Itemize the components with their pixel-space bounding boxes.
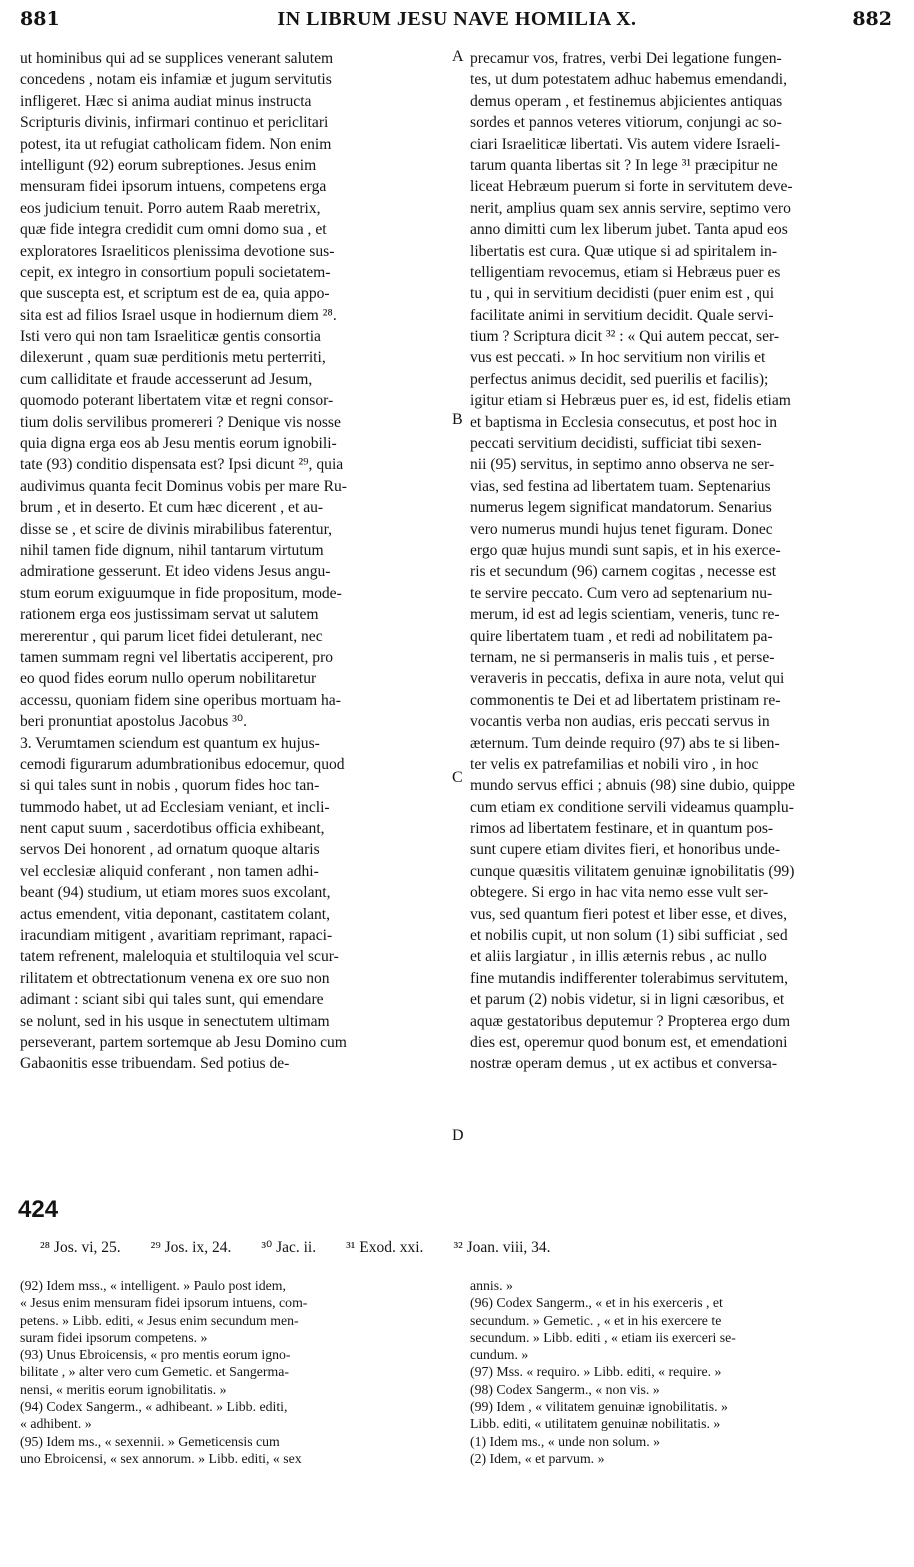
text-line: quire libertatem tuam , et redi ad nobilitatem pa- [470, 627, 773, 645]
footnote-line: petens. » Libb. editi, « Jesus enim secundum men- [20, 1312, 299, 1328]
text-line: nii (95) servitus, in septimo anno observa ne ser- [470, 456, 775, 474]
text-line: cum etiam ex conditione servili videamus quamplu- [470, 798, 794, 816]
text-line: accessu, quoniam fidem sine operibus mortuam ha- [20, 691, 341, 709]
text-line: demus operam , et festinemus abjicientes antiquas [470, 92, 783, 110]
text-line: tamen summam regni vel libertatis acciperent, pro [20, 648, 334, 666]
text-line: commonentis te Dei et ad libertatem pristinam re- [470, 691, 781, 709]
text-line: quomodo poterant libertatem vitæ et regni consor- [20, 392, 334, 410]
margin-marker-b: B [452, 411, 463, 428]
text-line: se nolunt, sed in his usque in senectutem ultimam [20, 1012, 330, 1030]
text-line: ciari Israeliticæ libertati. Vis autem videre Israeli- [470, 135, 781, 153]
text-line: facilitate animi in servitium decidit. Quale servi- [470, 306, 774, 324]
footnote-line: « adhibent. » [20, 1416, 92, 1432]
text-line: tarum quanta libertas sit ? In lege ³¹ præcipitur ne [470, 156, 778, 174]
text-line: vel ecclesiæ aliquid conferant , non tamen adhi- [20, 862, 319, 880]
footnote-line: (98) Codex Sangerm., « non vis. » [470, 1381, 660, 1397]
text-line: eo quod fides eorum nullo operum nobilitaretur [20, 670, 317, 688]
text-line: cepit, ex integro in consortium populi societatem- [20, 263, 331, 281]
footnote-line: (96) Codex Sangerm., « et in his exerceris , et [470, 1295, 723, 1311]
footnote-line: (2) Idem, « et parvum. » [470, 1450, 605, 1466]
text-line: merum, id est ad legis scientiam, veneris, tunc re- [470, 606, 780, 624]
text-line: cunque quæsitis vilitatem genuinæ ignobilitatis (99) [470, 862, 795, 880]
text-line: ter velis ex patrefamilias et nobili viro , in hoc [470, 755, 759, 773]
text-line: mensuram fidei ipsorum intuens, competens erga [20, 178, 327, 196]
text-line: ternam, ne si permanseris in malis tuis , et perse- [470, 648, 775, 666]
text-line: rimos ad libertatem festinare, et in quantum pos- [470, 820, 774, 838]
text-line: ris et secundum (96) carnem cogitas , necesse est [470, 563, 777, 581]
text-line: et baptisma in Ecclesia consecutus, et post hoc in [470, 413, 778, 431]
margin-page-number: 424 [18, 1196, 59, 1223]
text-line: cemodi figurarum adumbrationibus edocemur, quod [20, 755, 345, 773]
text-line: et nobilis cupit, ut non solum (1) sibi sufficiat , sed [470, 927, 788, 945]
text-line: disse se , et scire de divinis mirabilibus faterentur, [20, 520, 333, 538]
left-column [20, 48, 450, 1075]
footnote-line: nensi, « meritis eorum ignobilitatis. » [20, 1381, 227, 1397]
text-line: rationem erga eos justissimam servat ut salutem [20, 606, 319, 624]
footnote-line: (99) Idem , « vilitatem genuinæ ignobilitatis. » [470, 1399, 728, 1415]
text-line: obtegere. Si ergo in hac vita nemo esse vult ser- [470, 884, 769, 902]
text-line: aquæ gestatoribus deputemur ? Propterea ergo dum [470, 1012, 791, 1030]
text-line: nent caput suum , sacerdotibus officia exhibeant, [20, 820, 325, 838]
text-line: quia digna erga eos ab Jesu mentis eorum ignobili- [20, 435, 337, 453]
margin-marker-a: A [452, 48, 464, 65]
running-title: IN LIBRUM JESU NAVE HOMILIA X. [277, 8, 637, 30]
text-line: iracundiam mitigent , avaritiam reprimant, rapaci- [20, 927, 333, 945]
margin-marker-c: C [452, 769, 463, 786]
footnote-line: (95) Idem ms., « sexennii. » Gemeticensis cum [20, 1433, 280, 1449]
text-line: beri pronuntiat apostolus Jacobus ³⁰. [20, 713, 248, 731]
text-line: servos Dei honorent , ad ornatum quoque altaris [20, 841, 320, 859]
text-line: que suscepta est, et scriptum est de ea, quia appo- [20, 285, 330, 303]
footnote-line: (94) Codex Sangerm., « adhibeant. » Libb. editi, [20, 1399, 288, 1415]
page-number-left: 881 [20, 8, 60, 30]
text-line: telligentiam revocemus, etiam si Hebræus puer es [470, 263, 781, 281]
text-line: nerit, amplius quam sex annis servire, septimo vero [470, 199, 791, 217]
text-line: perseverant, partem sortemque ab Jesu Domino cum [20, 1033, 347, 1051]
text-line: te servire peccato. Cum vero ad septenarium nu- [470, 584, 773, 602]
right-column [470, 48, 894, 1075]
text-line: sita est ad filios Israel usque in hodiernum diem ²⁸. [20, 306, 337, 324]
footnote-line: suram fidei ipsorum competens. » [20, 1329, 208, 1345]
footnotes-left [20, 1277, 450, 1467]
text-line: liceat Hebræum puerum si forte in servitutem deve- [470, 178, 793, 196]
text-line: precamur vos, fratres, verbi Dei legatione fungen- [470, 50, 782, 67]
text-line: tium dolis servilibus promereri ? Denique vis nosse [20, 413, 341, 431]
footnote-line: bilitate , » alter vero cum Gemetic. et Sangerma- [20, 1364, 289, 1380]
text-line: mundo servus effici ; abnuis (98) sine dubio, quippe [470, 777, 795, 795]
text-line: æternum. Tum deinde requiro (97) abs te si liben- [470, 734, 780, 752]
text-line: admiratione gesserunt. Et ideo videns Jesus angu- [20, 563, 331, 581]
reference-item: ²⁹ Jos. ix, 24. [150, 1239, 232, 1256]
text-line: tu , qui in servitium decidisti (puer enim est , qui [470, 285, 775, 303]
footnote-line: « Jesus enim mensuram fidei ipsorum intuens, com- [20, 1295, 308, 1311]
text-line: tate (93) conditio dispensata est? Ipsi dicunt ²⁹, quia [20, 456, 344, 474]
text-line: si qui tales sunt in nobis , quorum fides hoc tan- [20, 777, 320, 795]
text-line: tatem refrenent, maleloquia et stultiloquia vel scur- [20, 948, 339, 966]
text-line: nihil tamen fide dignum, nihil tantarum virtutum [20, 541, 324, 559]
footnote-line: (1) Idem ms., « unde non solum. » [470, 1433, 661, 1449]
footnote-line: secundum. » Gemetic. , « et in his exercere te [470, 1312, 722, 1328]
text-line: exploratores Israeliticos plenissima devotione sus- [20, 242, 335, 260]
text-line: brum , et in deserto. Et cum hæc dicerent , et au- [20, 499, 324, 517]
text-line: stum eorum exiguumque in fide propositum, mode- [20, 584, 342, 602]
footnote-line: uno Ebroicensi, « sex annorum. » Libb. editi, « sex [20, 1450, 302, 1466]
reference-item: ²⁸ Jos. vi, 25. [40, 1239, 121, 1256]
reference-item: ³⁰ Jac. ii. [261, 1239, 317, 1256]
margin-marker-d: D [452, 1127, 464, 1144]
text-line: vero numerus mundi hujus tenet figuram. Donec [470, 520, 773, 538]
text-line: concedens , notam eis infamiæ et jugum servitutis [20, 71, 332, 89]
text-line: et aliis largiatur , in illis æternis rebus , ac nullo [470, 948, 767, 966]
text-line: vocantis verba non audias, eris peccati servus in [470, 713, 770, 731]
text-line: vus est peccati. » In hoc servitium non virilis et [470, 349, 766, 367]
text-line: igitur etiam si Hebræus puer es, id est, fidelis etiam [470, 392, 791, 410]
text-line: anno dimitti cum lex liberum jubet. Tanta apud eos [470, 221, 788, 239]
text-line: eos judicium tenuit. Porro autem Raab meretrix, [20, 199, 321, 217]
text-line: ut hominibus qui ad se supplices venerant salutem [20, 50, 334, 67]
text-line: 3. Verumtamen sciendum est quantum ex hujus- [20, 734, 320, 752]
text-line: rilitatem et obtrectationum venena ex ore suo non [20, 969, 330, 987]
text-line: fine mutandis indifferenter tolerabimus servitutem, [470, 969, 788, 987]
text-line: infligeret. Hæc si anima audiat minus instructa [20, 92, 312, 110]
text-line: mererentur , qui parum licet fidei detulerant, nec [20, 627, 323, 645]
text-line: peccati servitium decidisti, sufficiat tibi sexen- [470, 435, 762, 453]
footnote-line: annis. » [470, 1278, 513, 1293]
text-line: Scripturis divinis, infirmari continuo et periclitari [20, 114, 329, 132]
text-line: tes, ut dum potestatem adhuc habemus emendandi, [470, 71, 787, 89]
text-line: actus emendent, vitia deponant, castitatem colant, [20, 905, 331, 923]
text-line: quæ fide integra credidit cum omni domo sua , et [20, 221, 327, 239]
text-line: et parum (2) nobis videtur, si in ligni cæsoribus, et [470, 991, 785, 1009]
text-line: adimant : sciant sibi qui tales sunt, qui emendare [20, 991, 324, 1009]
page-number-right: 882 [852, 8, 892, 30]
footnotes-right [470, 1277, 894, 1467]
reference-item: ³¹ Exod. xxi. [346, 1239, 424, 1256]
text-line: tummodo habet, ut ad Ecclesiam veniant, et incli- [20, 798, 330, 816]
text-line: potest, ita ut refugiat catholicam fidem. Non enim [20, 135, 332, 153]
text-line: veraveris in peccatis, defixa in aure nota, velut qui [470, 670, 785, 688]
reference-item: ³² Joan. viii, 34. [453, 1239, 551, 1256]
text-line: Isti vero qui non tam Israeliticæ gentis consortia [20, 328, 321, 346]
text-line: audivimus quanta fecit Dominus vobis per mare Ru- [20, 477, 347, 495]
text-line: perfectus animus decidit, sed puerilis et facilis); [470, 370, 769, 388]
text-line: sunt cupere etiam divites fieri, et honoribus unde- [470, 841, 781, 859]
text-line: Gabaonitis esse tribuendam. Sed potius de- [20, 1055, 290, 1073]
text-line: sordes et pannos veteres vitiorum, conjungi ac so- [470, 114, 782, 132]
text-line: nostræ operam demus , ut ex actibus et conversa- [470, 1055, 778, 1073]
text-line: dilexerunt , quam suæ perditionis metu perterriti, [20, 349, 326, 367]
text-line: libertatis est cura. Quæ utique si ad spiritalem in- [470, 242, 778, 260]
text-line: tium ? Scriptura dicit ³² : « Qui autem peccat, ser- [470, 328, 780, 346]
text-line: numerus legem significat mandatorum. Senarius [470, 499, 772, 517]
footnote-line: secundum. » Libb. editi , « etiam iis exerceri se- [470, 1329, 736, 1345]
footnote-line: Libb. editi, « utilitatem genuinæ nobilitatis. » [470, 1416, 721, 1432]
footnote-line: cundum. » [470, 1347, 529, 1363]
footnote-line: (93) Unus Ebroicensis, « pro mentis eorum igno- [20, 1347, 291, 1363]
footnote-line: (97) Mss. « requiro. » Libb. editi, « require. » [470, 1364, 722, 1380]
text-line: cum calliditate et fraude accesserunt ad Jesum, [20, 370, 313, 388]
text-line: beant (94) studium, ut etiam mores suos excolant, [20, 884, 331, 902]
text-line: intelligunt (92) eorum subreptiones. Jesus enim [20, 156, 317, 174]
scripture-references [40, 1238, 890, 1257]
footnote-line: (92) Idem mss., « intelligent. » Paulo post idem, [20, 1278, 286, 1293]
text-line: ergo quæ hujus mundi sunt sapis, et in his exerce- [470, 541, 781, 559]
text-line: vias, sed festina ad libertatem tuam. Septenarius [470, 477, 771, 495]
text-line: vus, sed quantum fieri potest et liber esse, et dives, [470, 905, 787, 923]
text-line: dies est, operemur quod bonum est, et emendationi [470, 1033, 788, 1051]
